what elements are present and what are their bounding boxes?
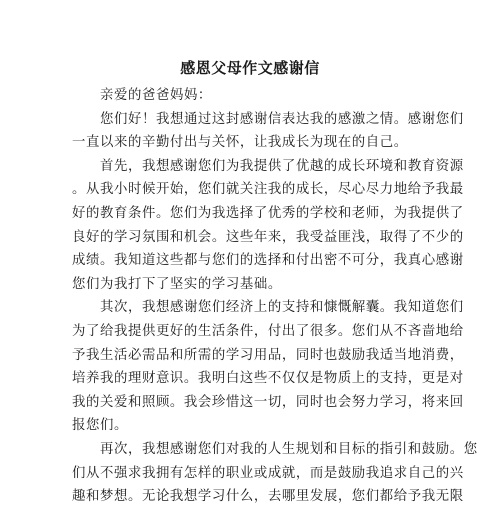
text-line: 您们为我打下了坚实的学习基础。 <box>72 276 282 292</box>
text-line: 为了给我提供更好的生活条件，付出了很多。您们从不吝啬地给 <box>72 323 464 339</box>
text-line: 再次，我想感谢您们对我的人生规划和目标的指引和鼓励。您 <box>100 441 478 457</box>
text-line: 其次，我想感谢您们经济上的支持和慷慨解囊。我知道您们 <box>100 300 464 316</box>
document-title: 感恩父母作文感谢信 <box>180 59 320 77</box>
text-line: 予我生活必需品和所需的学习用品，同时也鼓励我适当地消费， <box>72 347 464 363</box>
text-line: 良好的学习氛围和机会。这些年来，我受益匪浅，取得了不少的 <box>72 229 464 245</box>
text-line: 成绩。我知道这些都与您们的选择和付出密不可分，我真心感谢 <box>72 253 464 269</box>
text-line: 趣和梦想。无论我想学习什么，去哪里发展，您们都给予我无限 <box>72 489 464 505</box>
text-line: 我的关爱和照顾。我会珍惜这一切，同时也会努力学习，将来回 <box>72 394 464 410</box>
text-line: 好的教育条件。您们为我选择了优秀的学校和老师，为我提供了 <box>72 205 464 221</box>
text-line: 报您们。 <box>72 418 128 434</box>
text-line: 亲爱的爸爸妈妈： <box>100 88 212 103</box>
text-line: 一直以来的辛勤付出与关怀，让我成长为现在的自己。 <box>72 135 408 151</box>
text-line: 您们好！我想通过这封感谢信表达我的感激之情。感谢您们 <box>100 111 464 127</box>
letter-body <box>72 84 478 509</box>
text-line: 们从不强求我拥有怎样的职业或成就，而是鼓励我追求自己的兴 <box>72 465 464 481</box>
text-line: 培养我的理财意识。我明白这些不仅仅是物质上的支持，更是对 <box>72 371 464 387</box>
text-line: 首先，我想感谢您们为我提供了优越的成长环境和教育资源 <box>100 158 464 174</box>
text-line: 。从我小时候开始，您们就关注我的成长，尽心尽力地给予我最 <box>72 182 464 198</box>
